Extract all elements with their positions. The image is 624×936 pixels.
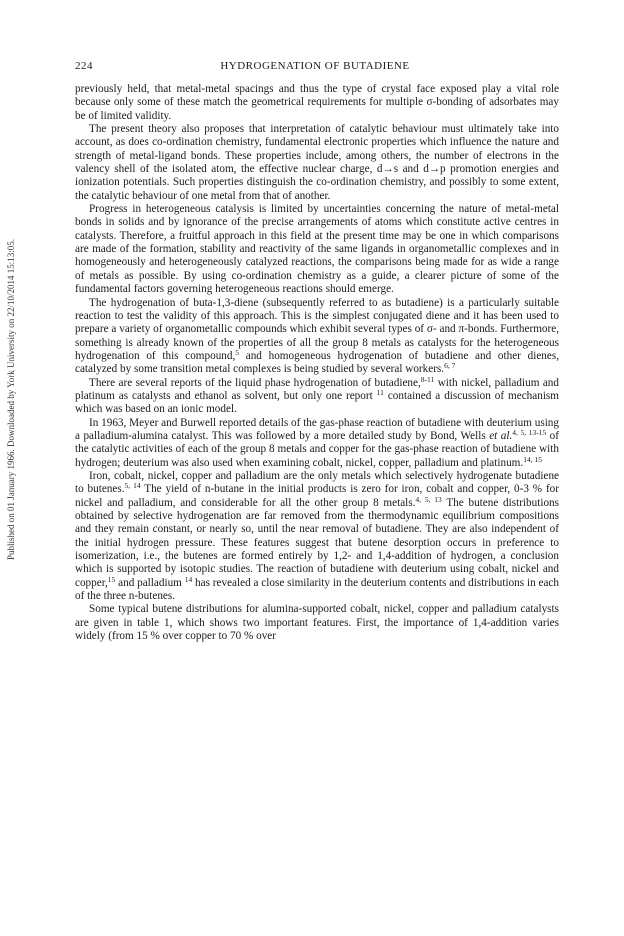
paragraph [75, 603, 559, 643]
citation-ref: 14 [184, 574, 193, 584]
paragraph-text: The yield of n-butane in the initial products is zero for iron, cobalt and copper, 0-3 % for nickel and palladium, and considerable for all the other group 8 metals. [75, 483, 559, 509]
italic-text: et al. [489, 429, 513, 442]
paragraph [75, 417, 559, 470]
page-header [75, 60, 555, 74]
paragraph-text: The butene distributions obtained by selective hydrogenation are far removed from the thermodynamic equilibrium compositions and they remain constant, or nearly so, until the near removal of butadiene. They are also independent of the initial hydrogen pressure. These features suggest that butene desorption occurs in preference to isomerization, i.e., the butenes are formed entirely by 1,2- and 1,4-addition of hydrogen, a conclusion which is supported by isotopic studies. The reaction of butadiene with deuterium using cobalt, nickel and copper, [75, 496, 559, 589]
paragraph [75, 470, 559, 603]
citation-ref: 8-11 [420, 374, 435, 384]
paragraph-text: Iron, cobalt, nickel, copper and palladium are the only metals which selectively hydrogenate butadiene to butenes. [75, 469, 559, 496]
paragraph [75, 374, 559, 417]
citation-ref: 15 [107, 574, 116, 584]
paragraph-text: Progress in heterogeneous catalysis is limited by uncertainties concerning the nature of metal-metal bonds in solids and by ignorance of the precise arrangements of atoms which constitute active centres in catalysts. Therefore, a fruitful approach in this field at the present time may be one in which comparisons are made of the formation, stability and reactivity of the same ligands in organometallic complexes and in homogeneously and heterogeneously catalyzed reactions, the comparisons being made for as wide a range of metals as possible. By using co-ordination chemistry as a guide, a clearer picture of some of the fundamental factors governing heterogeneous reactions should emerge. [75, 203, 559, 296]
paragraph-text: Some typical butene distributions for alumina-supported cobalt, nickel, copper and palladium catalysts are given in table 1, which shows two important features. First, the importance of 1,4-addition varies widely (from 15 % over copper to 70 % over [75, 603, 559, 643]
citation-ref: 14, 15 [523, 454, 542, 464]
paragraph [75, 297, 559, 377]
citation-ref: 5 [235, 347, 240, 357]
paragraph-text: previously held, that metal-metal spacings and thus the type of crystal face exposed play a vital role because only some of these match the geometrical requirements for multiple σ-bonding of adsorbates may be of limited validity. [75, 83, 559, 122]
download-watermark [6, 180, 20, 560]
paragraph-text: with nickel, palladium and platinum as catalysts and ethanol as solvent, but only one report [75, 376, 559, 402]
paragraph-text: and palladium [115, 576, 185, 589]
citation-ref: 11 [376, 387, 384, 397]
download-notice: Published on 01 January 1966. Downloaded by York University on 22/10/2014 15:13:05. [6, 239, 16, 560]
running-title: HYDROGENATION OF BUTADIENE [220, 60, 410, 72]
citation-ref: 5, 14 [124, 481, 141, 491]
paragraph-text: In 1963, Meyer and Burwell reported details of the gas-phase reaction of butadiene with deuterium using a palladium-alumina catalyst. This was followed by a more detailed study by Bond, Wells [75, 416, 559, 442]
paragraph [75, 83, 559, 123]
paragraph-text: The hydrogenation of buta-1,3-diene (subsequently referred to as butadiene) is a particularly suitable reaction to test the validity of this approach. This is the simplest conjugated diene and it has been used to prepare a variety of organometallic compounds which exhibit several types of σ- and π-bonds. Furthermore, something is already known of the properties of all the group 8 metals as catalysts for the heterogeneous hydrogenation of this compound, [75, 296, 559, 362]
page-number: 224 [75, 60, 93, 72]
article-body [75, 83, 559, 643]
paragraph-text: has revealed a close similarity in the deuterium contents and distributions in each of the three n-butenes. [75, 576, 559, 603]
paragraph [75, 203, 559, 296]
paragraph-text: The present theory also proposes that interpretation of catalytic behaviour must ultimately take into account, as does co-ordination chemistry, fundamental electronic properties which influence the nature and strength of metal-ligand bonds. These properties include, among others, the number of electrons in the valency shell of the isolated atom, the effective nuclear charge, d→s and d→p promotion energies and ionization potentials. Such properties distinguish the co-ordination chemistry, and possibly to some extent, the catalytic behaviour of one metal from that of another. [75, 123, 559, 202]
paragraph-text: There are several reports of the liquid phase hydrogenation of butadiene, [89, 376, 421, 389]
citation-ref: 6, 7 [444, 361, 456, 371]
paragraph-text: and homogeneous hydrogenation of butadiene and other dienes, catalyzed by some transition metal complexes is being studied by several workers. [75, 349, 559, 376]
paragraph-text: of the catalytic activities of each of the group 8 metals and copper for the gas-phase reaction of butadiene with hydrogen; deuterium was also used when examining cobalt, nickel, copper, palladium and platinum. [75, 429, 560, 469]
paragraph-text: contained a discussion of mechanism which was based on an ionic model. [75, 389, 559, 416]
paragraph [75, 123, 559, 203]
citation-ref: 4, 5, 13 [415, 494, 442, 504]
citation-ref: 4, 5, 13-15 [512, 427, 547, 437]
